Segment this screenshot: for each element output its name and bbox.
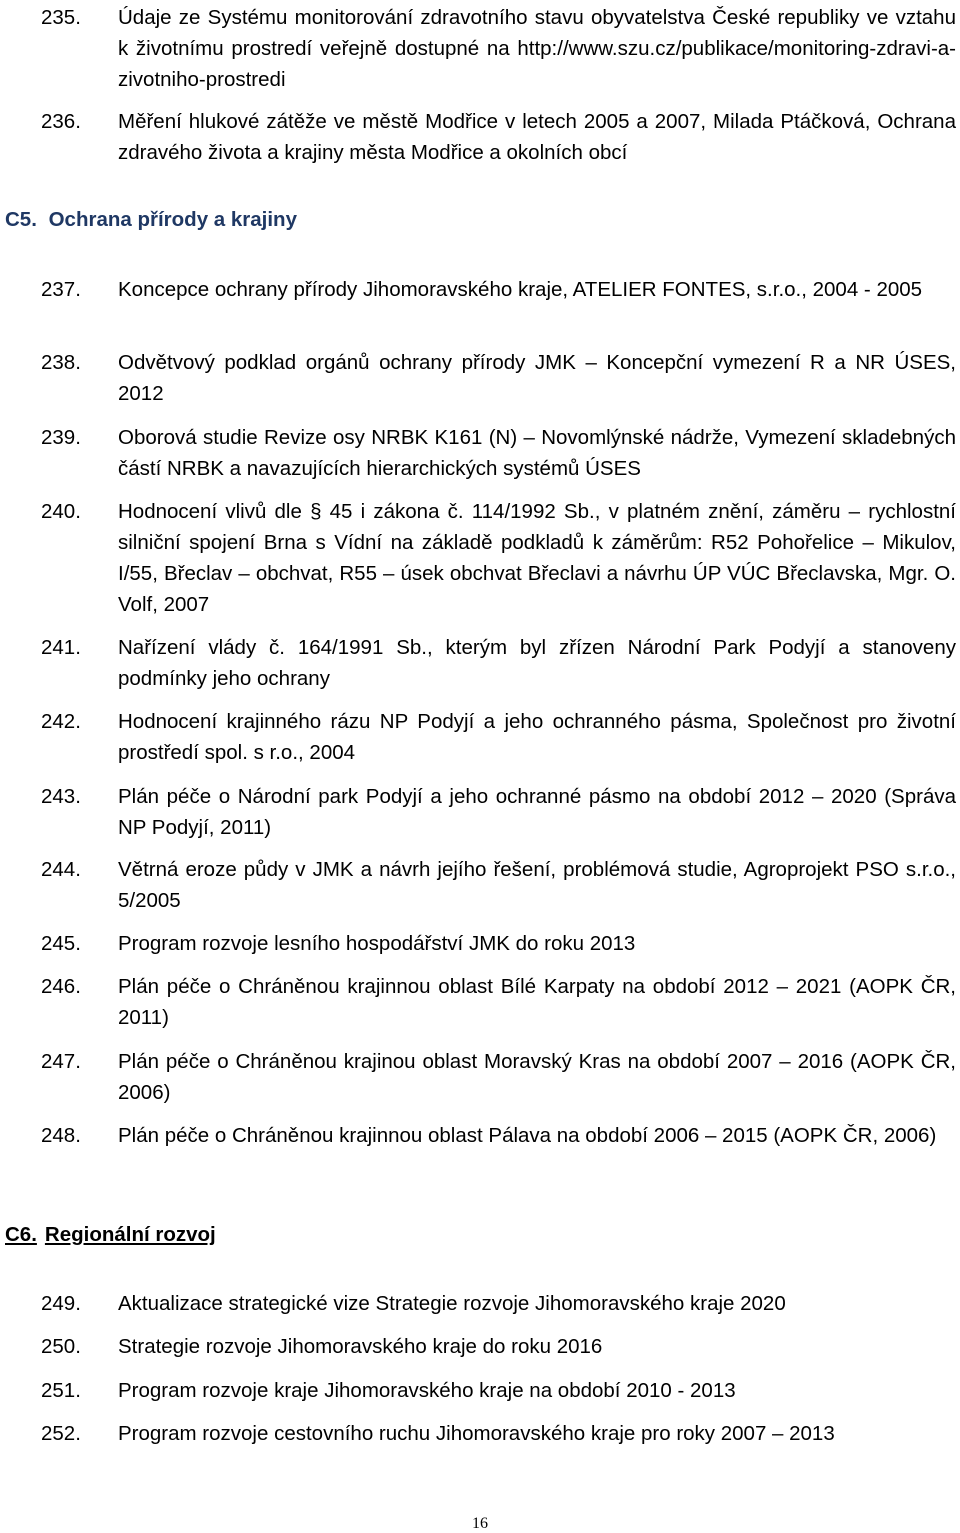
reference-number: 243. [41, 785, 81, 808]
reference-number: 248. [41, 1124, 81, 1147]
reference-number: 245. [41, 932, 81, 955]
reference-number: 242. [41, 710, 81, 733]
section-heading-c5 [5, 204, 297, 235]
reference-text: Hodnocení vlivů dle § 45 i zákona č. 114/1992 Sb., v platném znění, záměru – rychlostní silniční spojení Brna s Vídní na základě podkladů k záměrům: R52 Pohořelice – Mikulov, I/55, Břeclav – obchvat, R55 – úsek obchvat Břeclavi a návrhu ÚP VÚC Břeclavska, Mgr. O. Volf, 2007 [118, 500, 956, 616]
reference-text: Plán péče o Chráněnou krajinou oblast Moravský Kras na období 2007 – 2016 (AOPK ČR, 2006) [118, 1050, 956, 1104]
reference-text: Větrná eroze půdy v JMK a návrh jejího řešení, problémová studie, Agroprojekt PSO s.r.o., 5/2005 [118, 858, 956, 912]
reference-number: 250. [41, 1335, 81, 1358]
section-title: Ochrana přírody a krajiny [48, 208, 297, 231]
reference-text: Program rozvoje lesního hospodářství JMK do roku 2013 [118, 932, 636, 955]
section-title: Regionální rozvoj [44, 1223, 216, 1246]
reference-text: Strategie rozvoje Jihomoravského kraje do roku 2016 [118, 1335, 603, 1358]
section-number: C5. [5, 208, 37, 231]
reference-number: 238. [41, 351, 81, 374]
reference-text: Hodnocení krajinného rázu NP Podyjí a jeho ochranného pásma, Společnost pro životní prostředí spol. s r.o., 2004 [118, 710, 956, 764]
reference-text: Program rozvoje kraje Jihomoravského kraje na období 2010 - 2013 [118, 1379, 736, 1402]
reference-text: Program rozvoje cestovního ruchu Jihomoravského kraje pro roky 2007 – 2013 [118, 1422, 835, 1445]
reference-number: 246. [41, 975, 81, 998]
reference-text: Aktualizace strategické vize Strategie rozvoje Jihomoravského kraje 2020 [118, 1292, 786, 1315]
reference-text: Nařízení vlády č. 164/1991 Sb., kterým byl zřízen Národní Park Podyjí a stanoveny podmínky jeho ochrany [118, 636, 956, 690]
reference-number: 237. [41, 278, 81, 301]
reference-text: Oborová studie Revize osy NRBK K161 (N) – Novomlýnské nádrže, Vymezení skladebných částí NRBK a navazujících hierarchických systémů ÚSES [118, 426, 956, 480]
reference-number: 240. [41, 500, 81, 523]
reference-text: Koncepce ochrany přírody Jihomoravského kraje, ATELIER FONTES, s.r.o., 2004 - 2005 [118, 278, 923, 301]
reference-text: Plán péče o Chráněnou krajinnou oblast Pálava na období 2006 – 2015 (AOPK ČR, 2006) [118, 1124, 937, 1147]
reference-number: 241. [41, 636, 81, 659]
reference-number: 251. [41, 1379, 81, 1402]
reference-number: 239. [41, 426, 81, 449]
page-number: 16 [472, 1515, 488, 1532]
reference-text: Plán péče o Národní park Podyjí a jeho ochranné pásmo na období 2012 – 2020 (Správa NP Podyjí, 2011) [118, 785, 956, 839]
reference-text: Měření hlukové zátěže ve městě Modřice v letech 2005 a 2007, Milada Ptáčková, Ochrana zdravého života a krajiny města Modřice a okolních obcí [118, 110, 956, 164]
reference-text: Odvětvový podklad orgánů ochrany přírody JMK – Koncepční vymezení R a NR ÚSES, 2012 [118, 351, 956, 405]
reference-number: 244. [41, 858, 81, 881]
reference-number: 235. [41, 6, 81, 29]
reference-number: 247. [41, 1050, 81, 1073]
reference-number: 252. [41, 1422, 81, 1445]
section-heading-c6 [5, 1219, 216, 1250]
section-number: C6. [5, 1223, 37, 1246]
reference-text: Údaje ze Systému monitorování zdravotního stavu obyvatelstva České republiky ve vztahu k životnímu prostredí veřejně dostupné na http://www.szu.cz/publikace/monitoring-zdravi-a-zivotniho-prostredi [118, 6, 956, 91]
reference-number: 249. [41, 1292, 81, 1315]
reference-text: Plán péče o Chráněnou krajinnou oblast Bílé Karpaty na období 2012 – 2021 (AOPK ČR, 2011) [118, 975, 956, 1029]
reference-number: 236. [41, 110, 81, 133]
